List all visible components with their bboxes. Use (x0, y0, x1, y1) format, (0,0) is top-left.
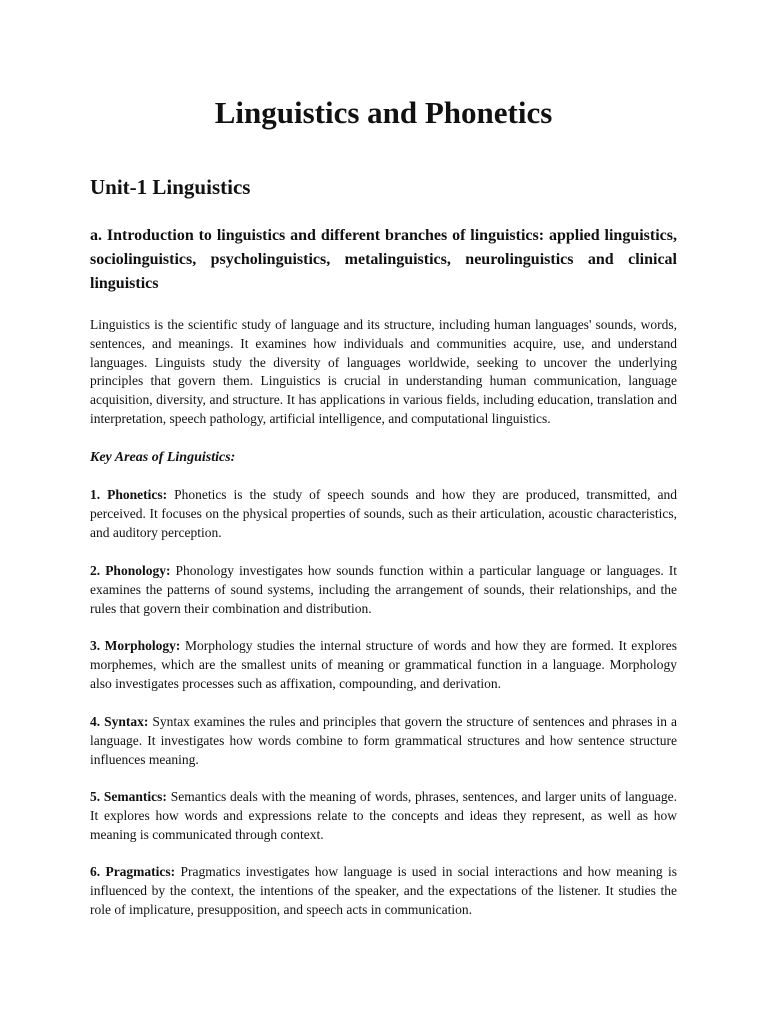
key-area-term: 6. Pragmatics: (90, 864, 176, 879)
key-area-text: Pragmatics investigates how language is used in social interactions and how meaning is influenced by the context, the intentions of the speaker, and the expectations of the listener. It studies the role of implicature, presupposition, and speech acts in communication. (90, 864, 677, 917)
intro-paragraph: Linguistics is the scientific study of language and its structure, including human languages' sounds, words, sentences, and meanings. It examines how individuals and communities acquire, use, and understand languages. Linguists study the diversity of languages worldwide, seeking to uncover the underlying principles that govern them. Linguistics is crucial in understanding human communication, language acquisition, diversity, and structure. It has applications in various fields, including education, translation and interpretation, speech pathology, artificial intelligence, and computational linguistics. (90, 317, 677, 426)
key-area-term: 2. Phonology: (90, 563, 171, 578)
key-area-term: 4. Syntax: (90, 714, 149, 729)
document-title: Linguistics and Phonetics (214, 95, 553, 130)
unit-title: Unit-1 Linguistics (90, 175, 251, 199)
key-area-text: Phonetics is the study of speech sounds and how they are produced, transmitted, and perceived. It focuses on the physical properties of sounds, such as their articulation, acoustic characteristics, and auditory perception. (90, 487, 678, 540)
key-area-term: 5. Semantics: (90, 789, 167, 804)
key-area-term: 1. Phonetics: (90, 487, 168, 502)
key-area-phonology (90, 562, 677, 618)
key-area-morphology (90, 637, 677, 693)
key-area-semantics (90, 788, 677, 844)
key-area-text: Morphology studies the internal structure of words and how they are formed. It explores morphemes, which are the smallest units of meaning or grammatical function in a language. Morphology also investigates processes such as affixation, compounding, and derivation. (90, 638, 677, 691)
key-area-text: Semantics deals with the meaning of words, phrases, sentences, and larger units of language. It explores how words and expressions relate to the concepts and ideas they represent, as well as how meaning is communicated through context. (90, 789, 678, 842)
key-area-pragmatics (90, 863, 677, 919)
key-area-phonetics (90, 486, 677, 542)
key-area-text: Phonology investigates how sounds function within a particular language or languages. It examines the patterns of sound systems, including the arrangement of sounds, their relationships, and the rules that govern their combination and distribution. (90, 563, 678, 616)
key-area-term: 3. Morphology: (90, 638, 181, 653)
section-heading: a. Introduction to linguistics and different branches of linguistics: applied linguistics, sociolinguistics, psycholinguistics, metalinguistics, neurolinguistics and clinical linguistics (90, 227, 677, 292)
key-area-text: Syntax examines the rules and principles that govern the structure of sentences and phrases in a language. It investigates how words combine to form grammatical structures and how sentence structure influences meaning. (90, 714, 678, 767)
key-areas-heading: Key Areas of Linguistics: (90, 450, 236, 465)
key-area-syntax (90, 713, 677, 769)
